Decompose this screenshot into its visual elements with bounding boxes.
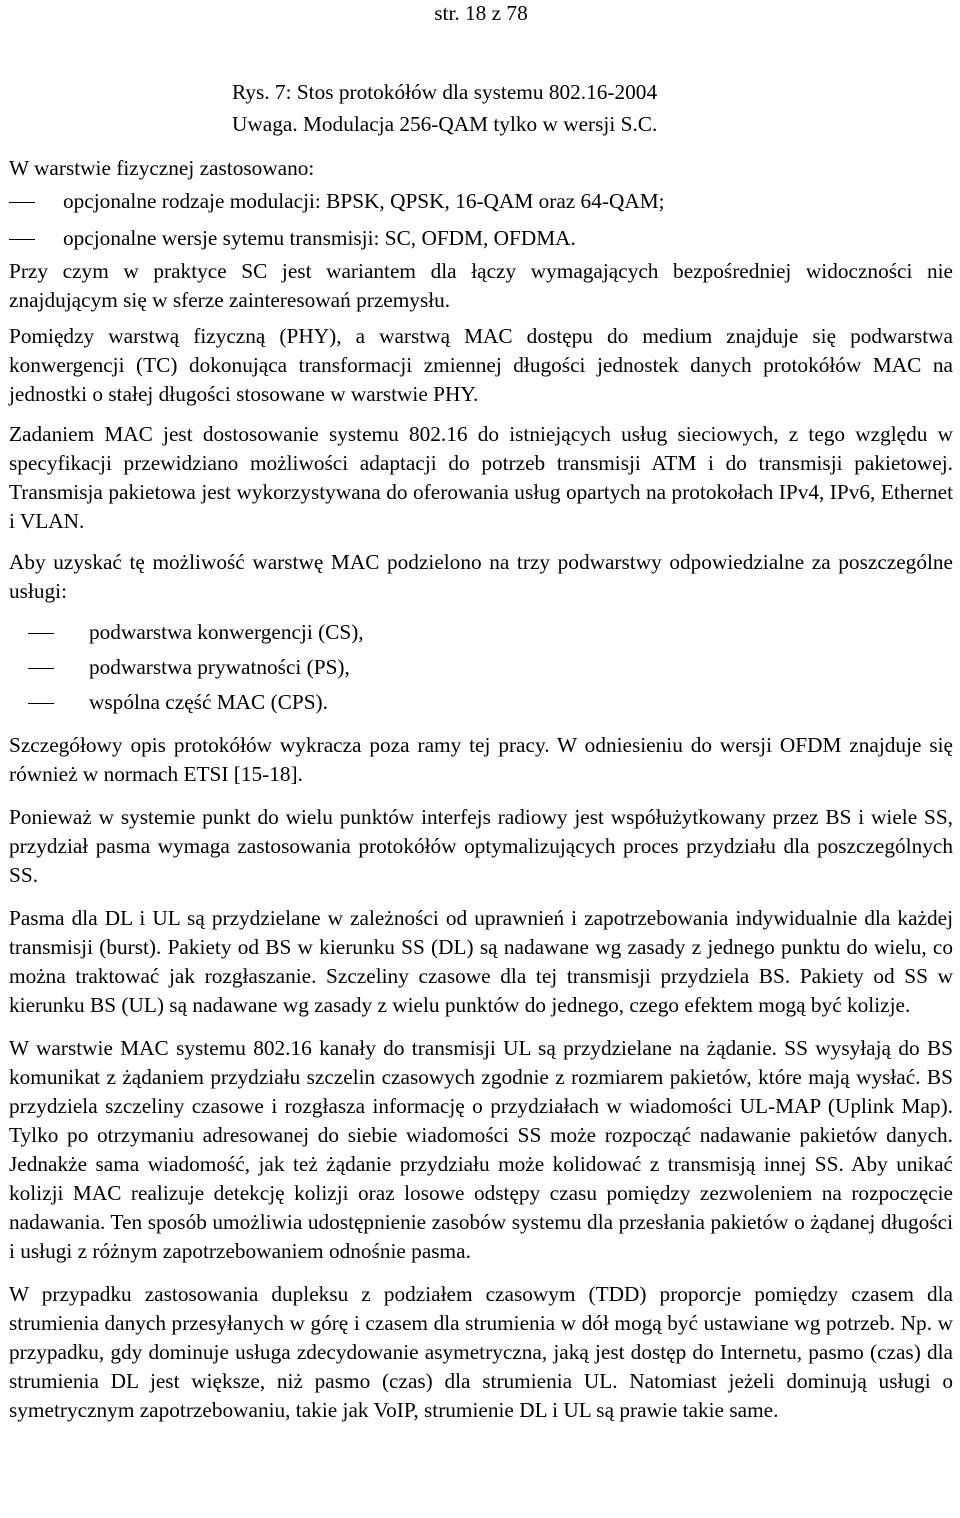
figure-caption-note: Uwaga. Modulacja 256-QAM tylko w wersji S.C. bbox=[232, 112, 658, 136]
list-item: podwarstwa konwergencji (CS), bbox=[9, 615, 953, 650]
figure-caption-title: Rys. 7: Stos protokółów dla systemu 802.16-2004 bbox=[232, 80, 658, 104]
mac-sublayer-list bbox=[9, 615, 953, 720]
figure-caption bbox=[9, 76, 953, 140]
list-item: podwarstwa prywatności (PS), bbox=[9, 650, 953, 685]
physical-layer-intro: W warstwie fizycznej zastosowano: bbox=[9, 156, 315, 180]
list-item: wspólna część MAC (CPS). bbox=[9, 685, 953, 720]
paragraph-dl-ul-allocation: Pasma dla DL i UL są przydzielane w zależności od uprawnień i zapotrzebowania indywidualnie dla każdej transmisji (burst). Pakiety od BS w kierunku SS (DL) są nadawane wg zasady z jednego punktu do wielu, co można traktować jak rozgłaszanie. Szczeliny czasowe dla tej transmisji przydziela BS. Pakiety od SS w kierunku BS (UL) są nadawane wg zasady z wielu punktów do jednego, czego efektem mogą być kolizje. bbox=[9, 906, 953, 1017]
paragraph-mac-sublayers: Aby uzyskać tę możliwość warstwę MAC podzielono na trzy podwarstwy odpowiedzialne za poszczególne usługi: bbox=[9, 550, 953, 603]
physical-layer-list bbox=[9, 183, 953, 257]
paragraph-mac-purpose: Zadaniem MAC jest dostosowanie systemu 802.16 do istniejących usług sieciowych, z tego względu w specyfikacji przewidziano możliwości adaptacji do potrzeb transmisji ATM i do transmisji pakietowej. Transmisja pakietowa jest wykorzystywana do oferowania usług opartych na protokołach IPv4, IPv6, Ethernet i VLAN. bbox=[9, 422, 953, 533]
paragraph-protocol-scope: Szczegółowy opis protokółów wykracza poza ramy tej pracy. W odniesieniu do wersji OFDM znajduje się również w normach ETSI [15-18]. bbox=[9, 733, 953, 786]
list-item: opcjonalne rodzaje modulacji: BPSK, QPSK, 16-QAM oraz 64-QAM; bbox=[9, 183, 953, 220]
paragraph-tdd: W przypadku zastosowania dupleksu z podziałem czasowym (TDD) proporcje pomiędzy czasem dla strumienia danych przesyłanych w górę i czasem dla strumienia w dół mogą być ustawiane wg potrzeb. Np. w przypadku, gdy dominuje usługa zdecydowanie asymetryczna, jaką jest dostęp do Internetu, pasmo (czas) dla strumienia DL jest większe, niż pasmo (czas) dla strumienia UL. Natomiast jeżeli dominują usługi o symetrycznym zapotrzebowaniu, takie jak VoIP, strumienie DL i UL są prawie takie same. bbox=[9, 1282, 953, 1422]
page-number: str. 18 z 78 bbox=[434, 1, 528, 25]
list-item: opcjonalne wersje sytemu transmisji: SC, OFDM, OFDMA. bbox=[9, 220, 953, 257]
paragraph-tc-sublayer: Pomiędzy warstwą fizyczną (PHY), a warstwą MAC dostępu do medium znajduje się podwarstwa konwergencji (TC) dokonująca transformacji zmiennej długości jednostek danych protokółów MAC na jednostki o stałej długości stosowane w warstwie PHY. bbox=[9, 324, 953, 406]
paragraph-bandwidth-allocation: Ponieważ w systemie punkt do wielu punktów interfejs radiowy jest współużytkowany przez BS i wiele SS, przydział pasma wymaga zastosowania protokółów optymalizujących proces przydziału dla poszczególnych SS. bbox=[9, 805, 953, 887]
physical-layer-note: Przy czym w praktyce SC jest wariantem dla łączy wymagających bezpośredniej widoczności nie znajdującym się w sferze zainteresowań przemysłu. bbox=[9, 259, 953, 312]
paragraph-ul-requests: W warstwie MAC systemu 802.16 kanały do transmisji UL są przydzielane na żądanie. SS wysyłają do BS komunikat z żądaniem przydziału szczelin czasowych zgodnie z rozmiarem pakietów, które mają wysłać. BS przydziela szczeliny czasowe i rozgłasza informację o przydziałach w wiadomości UL-MAP (Uplink Map). Tylko po otrzymaniu adresowanej do siebie wiadomości SS może rozpocząć nadawanie pakietów danych. Jednakże sama wiadomość, jak też żądanie przydziału może kolidować z transmisją innej SS. Aby unikać kolizji MAC realizuje detekcję kolizji oraz losowe odstępy czasu pomiędzy zezwoleniem na rozpoczęcie nadawania. Ten sposób umożliwia udostępnienie zasobów systemu dla przesłania pakietów o żądanej długości i usługi z różnym zapotrzebowaniem odnośnie pasma. bbox=[9, 1036, 953, 1263]
